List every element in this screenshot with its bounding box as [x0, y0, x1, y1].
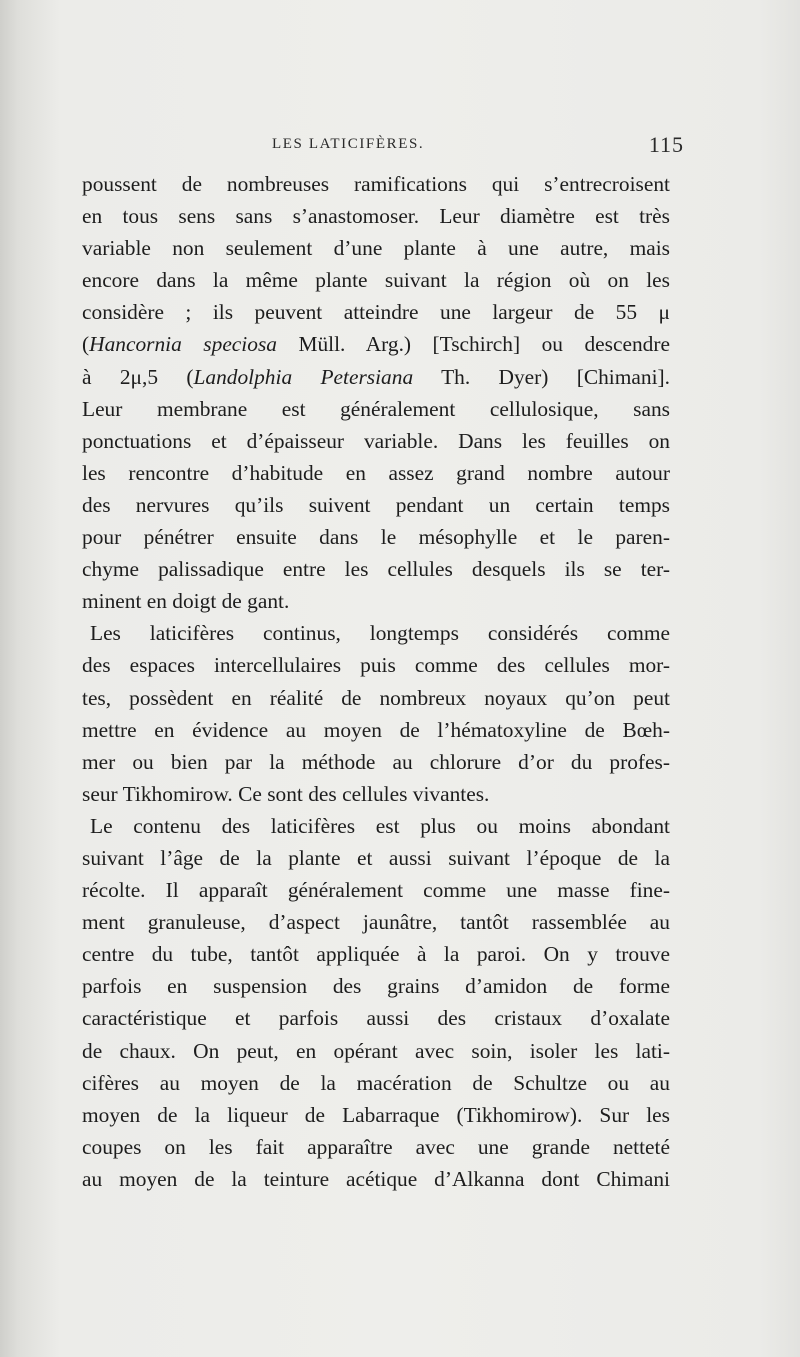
text-line: caractéristique et parfois aussi des cristaux d’oxalate: [82, 1006, 670, 1031]
text-line: tes, possèdent en réalité de nombreux noyaux qu’on peut: [82, 685, 670, 710]
text-line: de chaux. On peut, en opérant avec soin, isoler les lati-: [82, 1038, 670, 1063]
text-line: Leur membrane est généralement cellulosique, sans: [82, 396, 670, 421]
text-line: parfois en suspension des grains d’amidon de forme: [82, 974, 670, 999]
text-line: les rencontre d’habitude en assez grand nombre autour: [82, 460, 670, 485]
text-line: variable non seulement d’une plante à une autre, mais: [82, 236, 670, 261]
text-line: ponctuations et d’épaisseur variable. Dans les feuilles on: [82, 428, 670, 453]
species-name: Hancornia speciosa: [89, 332, 277, 357]
text-line: mettre en évidence au moyen de l’hématoxyline de Bœh-: [82, 717, 670, 742]
text-line: cifères au moyen de la macération de Schultze ou au: [82, 1070, 670, 1095]
paragraph-start-line: Les laticifères continus, longtemps considérés comme: [90, 621, 670, 646]
species-name: Landolphia Petersiana: [193, 364, 414, 389]
paragraph-end-line: minent en doigt de gant.: [82, 589, 290, 614]
text-line: poussent de nombreuses ramifications qui s’entrecroisent: [82, 172, 670, 196]
running-head: [82, 132, 684, 158]
text-line: considère ; ils peuvent atteindre une largeur de 55 μ: [82, 300, 670, 325]
page-number: 115: [648, 132, 684, 157]
text-line: récolte. Il apparaît généralement comme une masse fine-: [82, 878, 670, 903]
running-title: LES LATICIFÈRES.: [272, 136, 425, 152]
text-line: ment granuleuse, d’aspect jaunâtre, tantôt rassemblée au: [82, 910, 670, 935]
text-line: centre du tube, tantôt appliquée à la paroi. On y trouve: [82, 942, 670, 967]
text-line: au moyen de la teinture acétique d’Alkanna dont Chimani: [82, 1166, 670, 1191]
text-line: mer ou bien par la méthode au chlorure d’or du profes-: [82, 749, 670, 774]
text-line: pour pénétrer ensuite dans le mésophylle et le paren-: [82, 525, 670, 550]
text-line: des espaces intercellulaires puis comme des cellules mor-: [82, 653, 670, 678]
text-line: suivant l’âge de la plante et aussi suivant l’époque de la: [82, 845, 670, 870]
paragraph-start-line: Le contenu des laticifères est plus ou moins abondant: [90, 813, 670, 838]
text-line: (Hancornia speciosa Müll. Arg.) [Tschirch] ou descendre: [82, 332, 670, 357]
body-text: [82, 168, 670, 1195]
text-line: encore dans la même plante suivant la région où on les: [82, 268, 670, 293]
text-line: moyen de la liqueur de Labarraque (Tikhomirow). Sur les: [82, 1102, 670, 1127]
text-line: à 2μ,5 (Landolphia Petersiana Th. Dyer) [Chimani].: [82, 364, 670, 389]
text-line: chyme palissadique entre les cellules desquels ils se ter-: [82, 557, 670, 582]
text-line: coupes on les fait apparaître avec une grande netteté: [82, 1134, 670, 1159]
text-line: en tous sens sans s’anastomoser. Leur diamètre est très: [82, 204, 670, 229]
paragraph-end-line: seur Tikhomirow. Ce sont des cellules vivantes.: [82, 781, 490, 806]
text-line: des nervures qu’ils suivent pendant un certain temps: [82, 492, 670, 517]
